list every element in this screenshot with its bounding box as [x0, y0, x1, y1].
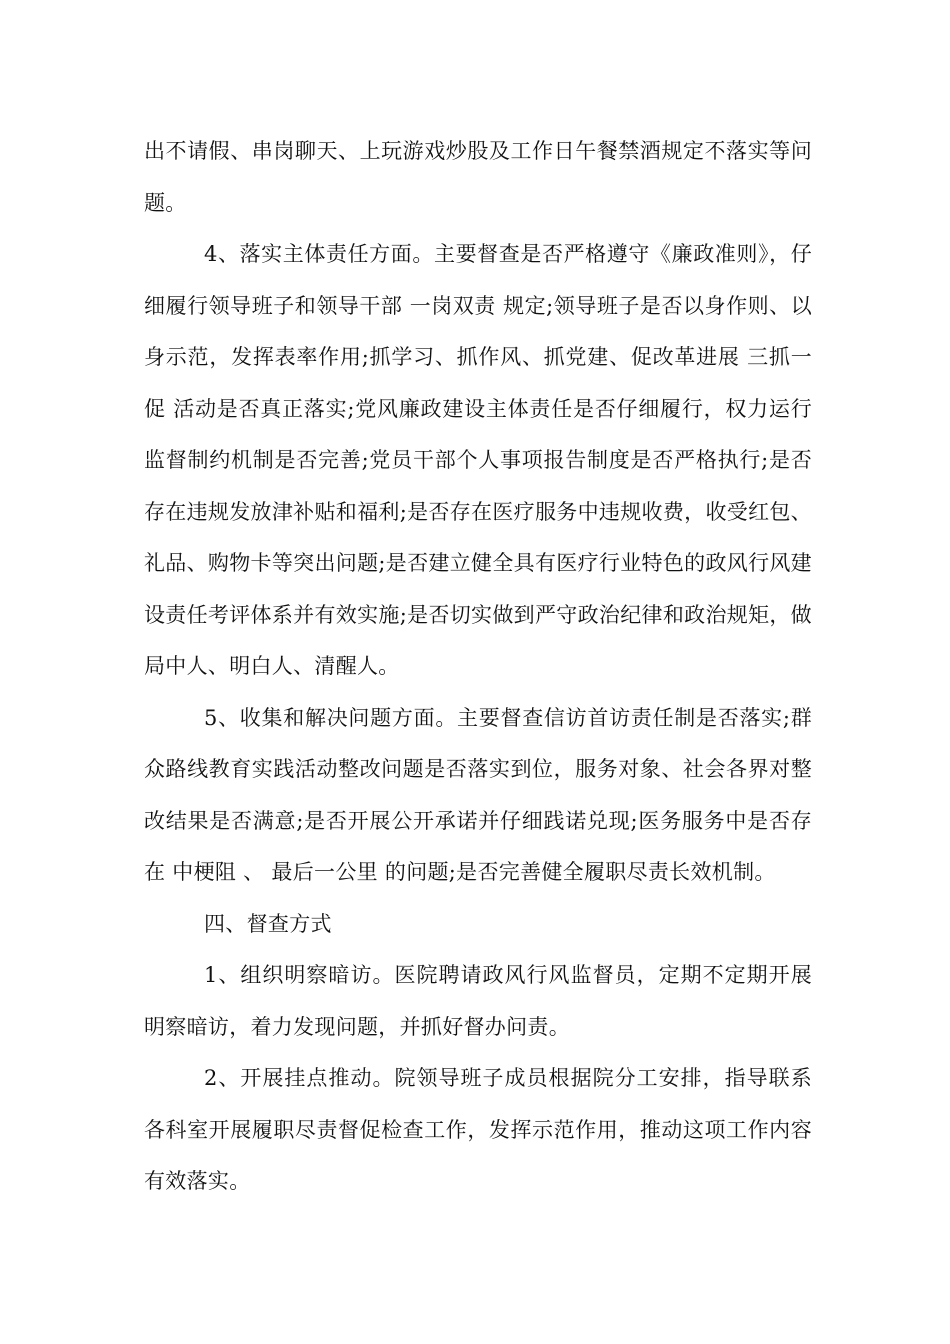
- section-heading-inspection-methods: 四、督查方式: [204, 911, 332, 936]
- paragraph-continuation: 出不请假、串岗聊天、上玩游戏炒股及工作日午餐禁酒规定不落实等问题。: [144, 139, 812, 215]
- document-page: [144, 126, 812, 1208]
- paragraph-item-4-main-responsibility: 4、落实主体责任方面。主要督查是否严格遵守《廉政准则》，仔细履行领导班子和领导干部 一岗双责 规定;领导班子是否以身作则、以身示范，发挥表率作用;抓学习、抓作风、抓党建、促改革进展 三抓一促 活动是否真正落实;党风廉政建设主体责任是否仔细履行，权力运行监督制约机制是否完善;党员干部个人事项报告制度是否严格执行;是否存在违规发放津补贴和福利;是否存在医疗服务中违规收费，收受红包、礼品、购物卡等突出问题;是否建立健全具有医疗行业特色的政风行风建设责任考评体系并有效实施;是否切实做到严守政治纪律和政治规矩，做局中人、明白人、清醒人。: [144, 242, 812, 678]
- paragraph-method-2-leadership-liaison: 2、开展挂点推动。院领导班子成员根据院分工安排，指导联系各科室开展履职尽责督促检查工作，发挥示范作用，推动这项工作内容有效落实。: [144, 1066, 812, 1193]
- paragraph-item-5-problem-solving: 5、收集和解决问题方面。主要督查信访首访责任制是否落实;群众路线教育实践活动整改问题是否落实到位，服务对象、社会各界对整改结果是否满意;是否开展公开承诺并仔细践诺兑现;医务服务中是否存在 中梗阻 、 最后一公里 的问题;是否完善健全履职尽责长效机制。: [144, 705, 812, 884]
- paragraph-method-1-inspection-visits: 1、组织明察暗访。医院聘请政风行风监督员，定期不定期开展明察暗访，着力发现问题，并抓好督办问责。: [144, 963, 812, 1039]
